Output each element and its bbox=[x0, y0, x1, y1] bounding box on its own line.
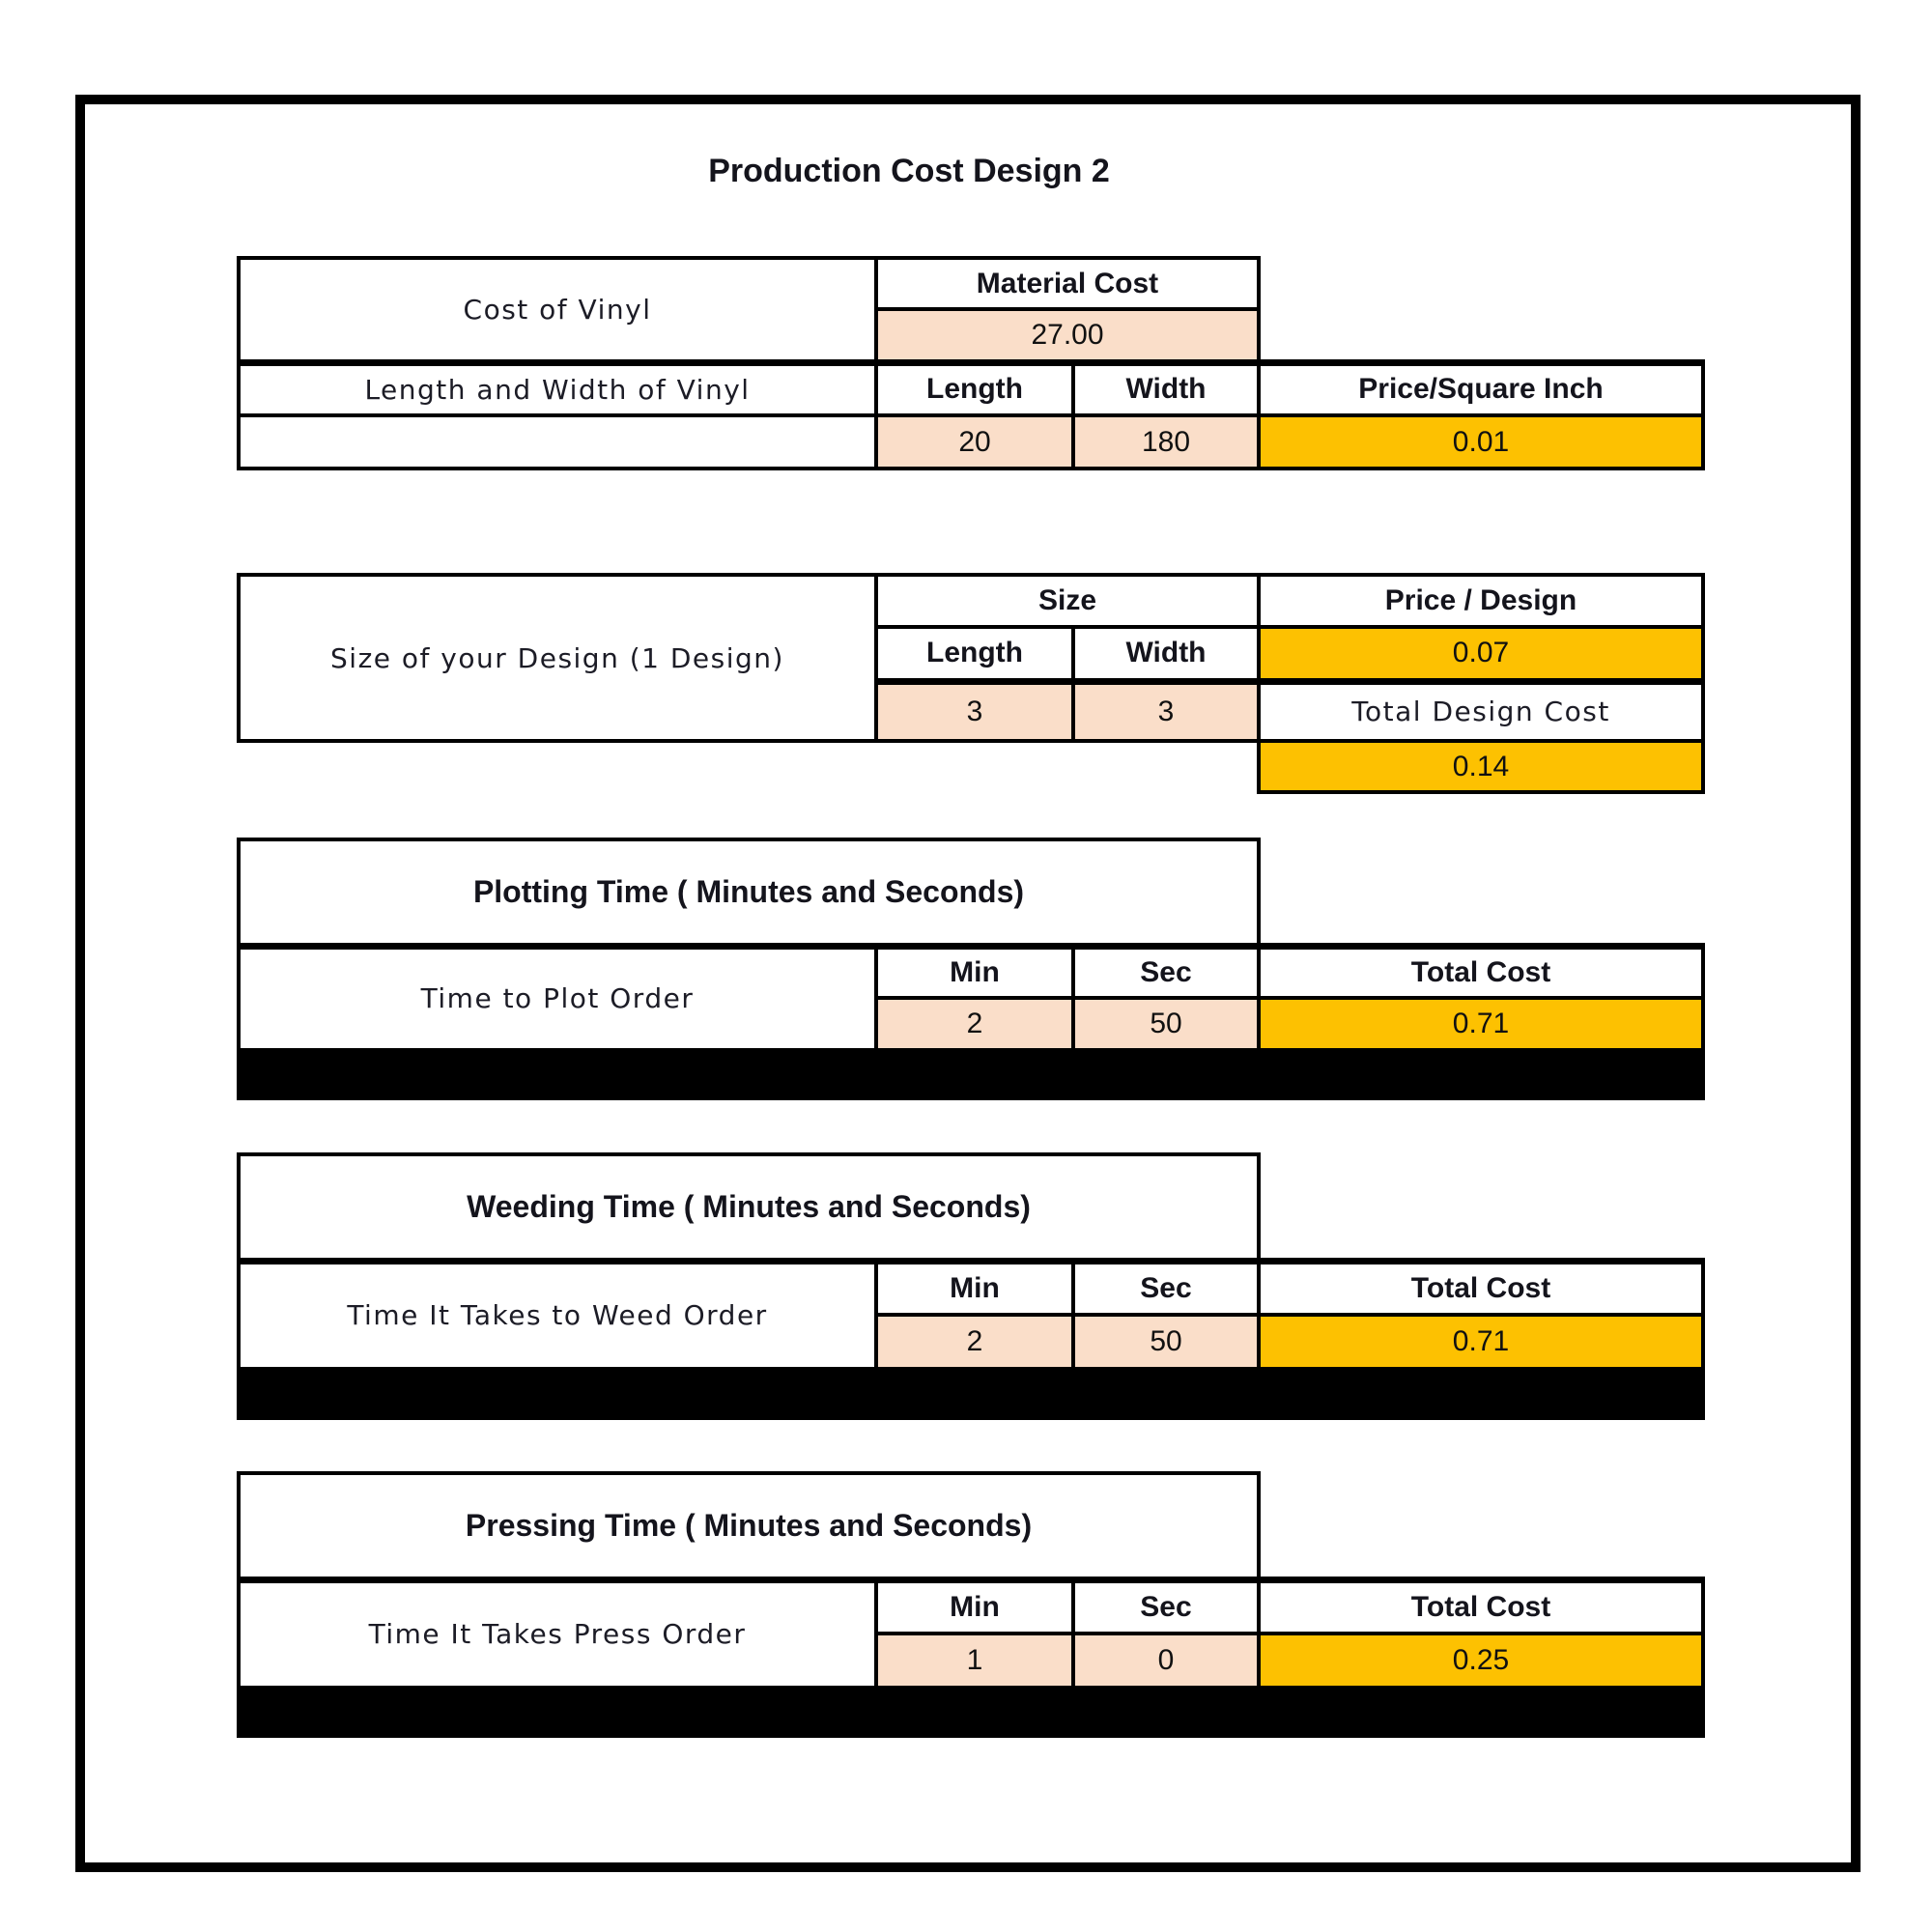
weeding-time-title-cell: Weeding Time ( Minutes and Seconds) bbox=[239, 1154, 1259, 1261]
design-width-header-cell: Width bbox=[1073, 627, 1259, 681]
weeding-sec-header-cell: Sec bbox=[1073, 1261, 1259, 1315]
plotting-divider-bar bbox=[239, 1050, 1703, 1098]
plotting-total-cost-header-cell: Total Cost bbox=[1259, 946, 1703, 998]
plotting-time-title-cell: Plotting Time ( Minutes and Seconds) bbox=[239, 839, 1259, 946]
plotting-min-value-cell: 2 bbox=[876, 998, 1073, 1050]
plotting-sec-value-cell: 50 bbox=[1073, 998, 1259, 1050]
size-header-cell: Size bbox=[876, 575, 1259, 627]
design-length-header-cell: Length bbox=[876, 627, 1073, 681]
pressing-total-cost-value-cell: 0.25 bbox=[1259, 1634, 1703, 1688]
price-per-design-value-cell: 0.07 bbox=[1259, 627, 1703, 681]
vinyl-cost-label-cell: Cost of Vinyl bbox=[239, 258, 876, 362]
table-vinyl-cost bbox=[237, 256, 1705, 470]
weeding-total-cost-header-cell: Total Cost bbox=[1259, 1261, 1703, 1315]
time-to-plot-label-cell: Time to Plot Order bbox=[239, 946, 876, 1050]
pressing-time-title-cell: Pressing Time ( Minutes and Seconds) bbox=[239, 1473, 1259, 1579]
table-design-size bbox=[237, 573, 1705, 794]
total-design-cost-label-cell: Total Design Cost bbox=[1259, 681, 1703, 741]
price-per-sq-inch-header-cell: Price/Square Inch bbox=[1259, 362, 1703, 415]
vinyl-dims-label-cell: Length and Width of Vinyl bbox=[239, 362, 876, 415]
plotting-sec-header-cell: Sec bbox=[1073, 946, 1259, 998]
pressing-min-value-cell: 1 bbox=[876, 1634, 1073, 1688]
weeding-min-header-cell: Min bbox=[876, 1261, 1073, 1315]
weeding-total-cost-value-cell: 0.71 bbox=[1259, 1315, 1703, 1369]
vinyl-length-header-cell: Length bbox=[876, 362, 1073, 415]
page-title: Production Cost Design 2 bbox=[708, 153, 1110, 189]
weeding-divider-bar bbox=[239, 1369, 1703, 1418]
vinyl-empty-cell bbox=[239, 415, 876, 469]
table-plotting-time bbox=[237, 838, 1705, 1100]
plotting-total-cost-value-cell: 0.71 bbox=[1259, 998, 1703, 1050]
pressing-total-cost-header-cell: Total Cost bbox=[1259, 1579, 1703, 1634]
price-per-design-header-cell: Price / Design bbox=[1259, 575, 1703, 627]
total-design-cost-value-cell: 0.14 bbox=[1259, 741, 1703, 792]
time-to-press-label-cell: Time It Takes Press Order bbox=[239, 1579, 876, 1688]
weeding-min-value-cell: 2 bbox=[876, 1315, 1073, 1369]
pressing-min-header-cell: Min bbox=[876, 1579, 1073, 1634]
material-cost-value-cell: 27.00 bbox=[876, 309, 1259, 362]
plotting-min-header-cell: Min bbox=[876, 946, 1073, 998]
vinyl-length-value-cell: 20 bbox=[876, 415, 1073, 469]
material-cost-header-cell: Material Cost bbox=[876, 258, 1259, 309]
design-spacer-cell bbox=[239, 741, 1259, 792]
weeding-sec-value-cell: 50 bbox=[1073, 1315, 1259, 1369]
table-pressing-time bbox=[237, 1471, 1705, 1738]
design-width-value-cell: 3 bbox=[1073, 681, 1259, 741]
pressing-spacer-cell bbox=[1259, 1473, 1703, 1579]
weeding-spacer-cell bbox=[1259, 1154, 1703, 1261]
pressing-divider-bar bbox=[239, 1688, 1703, 1736]
plotting-spacer-cell bbox=[1259, 839, 1703, 946]
design-size-label-cell: Size of your Design (1 Design) bbox=[239, 575, 876, 741]
vinyl-width-header-cell: Width bbox=[1073, 362, 1259, 415]
pressing-sec-header-cell: Sec bbox=[1073, 1579, 1259, 1634]
price-per-sq-inch-value-cell: 0.01 bbox=[1259, 415, 1703, 469]
design-length-value-cell: 3 bbox=[876, 681, 1073, 741]
time-to-weed-label-cell: Time It Takes to Weed Order bbox=[239, 1261, 876, 1369]
vinyl-width-value-cell: 180 bbox=[1073, 415, 1259, 469]
table-weeding-time bbox=[237, 1152, 1705, 1420]
vinyl-spacer-cell bbox=[1259, 258, 1703, 362]
pressing-sec-value-cell: 0 bbox=[1073, 1634, 1259, 1688]
